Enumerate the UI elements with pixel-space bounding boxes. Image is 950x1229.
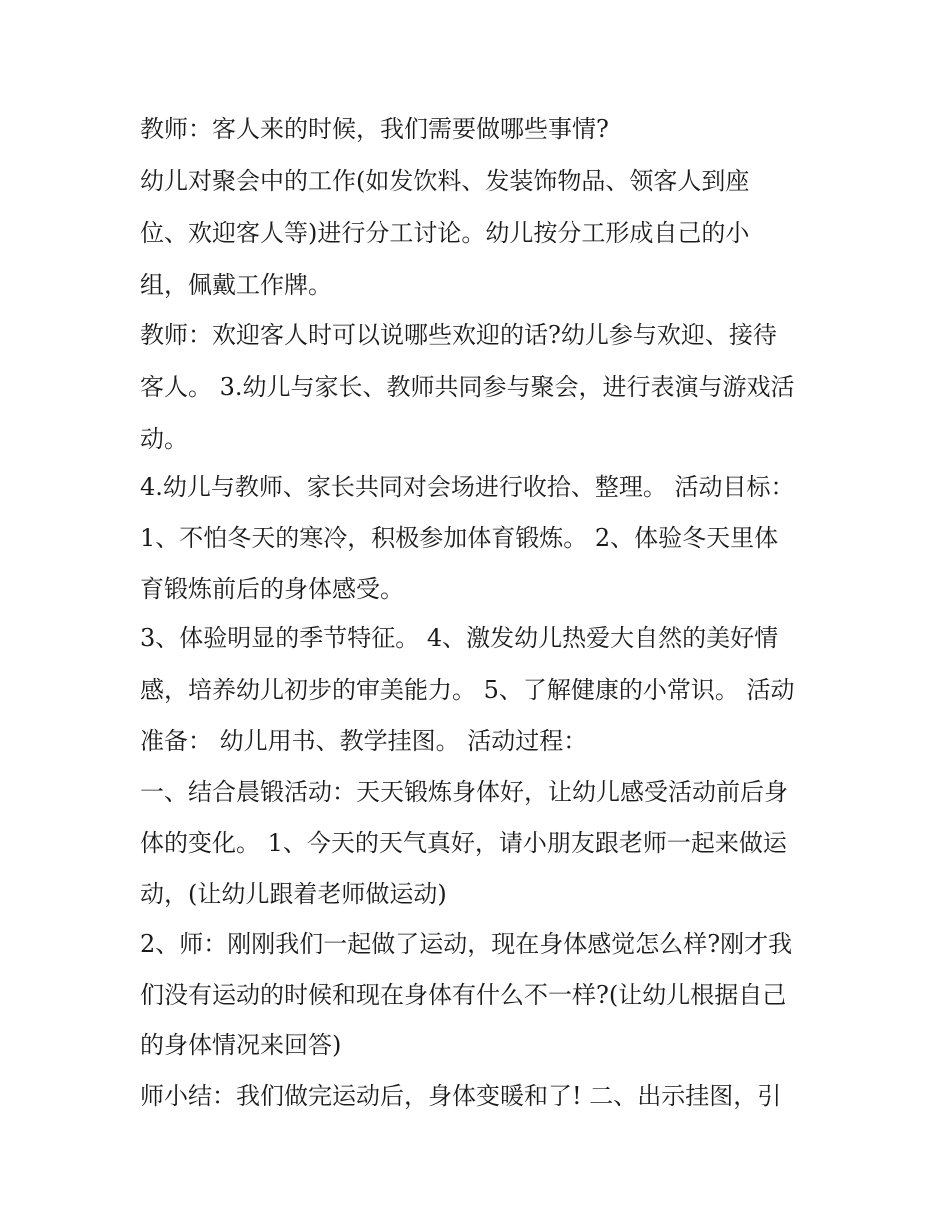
text-line: 位、欢迎客人等)进行分工讨论。幼儿按分工形成自己的小	[140, 219, 750, 247]
text-line: 的身体情况来回答)	[140, 1031, 342, 1059]
text-line: 教师：客人来的时候，我们需要做哪些事情?	[140, 115, 609, 143]
text-line: 客人。 3.幼儿与家长、教师共同参与聚会，进行表演与游戏活	[140, 373, 795, 401]
text-line: 师小结：我们做完运动后，身体变暖和了! 二、出示挂图，引	[140, 1082, 782, 1110]
text-line: 3、体验明显的季节特征。 4、激发幼儿热爱大自然的美好情	[140, 624, 779, 652]
text-line: 2、师：刚刚我们一起做了运动，现在身体感觉怎么样?刚才我	[140, 930, 793, 958]
text-line: 幼儿对聚会中的工作(如发饮料、发装饰物品、领客人到座	[140, 167, 750, 195]
text-line: 1、不怕冬天的寒冷，积极参加体育锻炼。 2、体验冬天里体	[140, 524, 779, 552]
text-line: 组，佩戴工作牌。	[140, 271, 332, 299]
text-line: 4.幼儿与教师、家长共同对会场进行收拾、整理。 活动目标：	[140, 473, 795, 501]
text-line: 动。	[140, 425, 188, 453]
text-line: 准备： 幼儿用书、教学挂图。 活动过程：	[140, 727, 588, 755]
text-line: 动，(让幼儿跟着老师做运动)	[140, 880, 447, 908]
text-line: 体的变化。 1、今天的天气真好，请小朋友跟老师一起来做运	[140, 829, 787, 857]
text-line: 们没有运动的时候和现在身体有什么不一样?(让幼儿根据自己	[140, 981, 787, 1009]
text-line: 一、结合晨锻活动：天天锻炼身体好，让幼儿感受活动前后身	[140, 778, 788, 806]
text-line: 教师：欢迎客人时可以说哪些欢迎的话?幼儿参与欢迎、接待	[140, 321, 777, 349]
text-line: 育锻炼前后的身体感受。	[140, 575, 404, 603]
text-line: 感，培养幼儿初步的审美能力。 5、了解健康的小常识。 活动	[140, 676, 795, 704]
